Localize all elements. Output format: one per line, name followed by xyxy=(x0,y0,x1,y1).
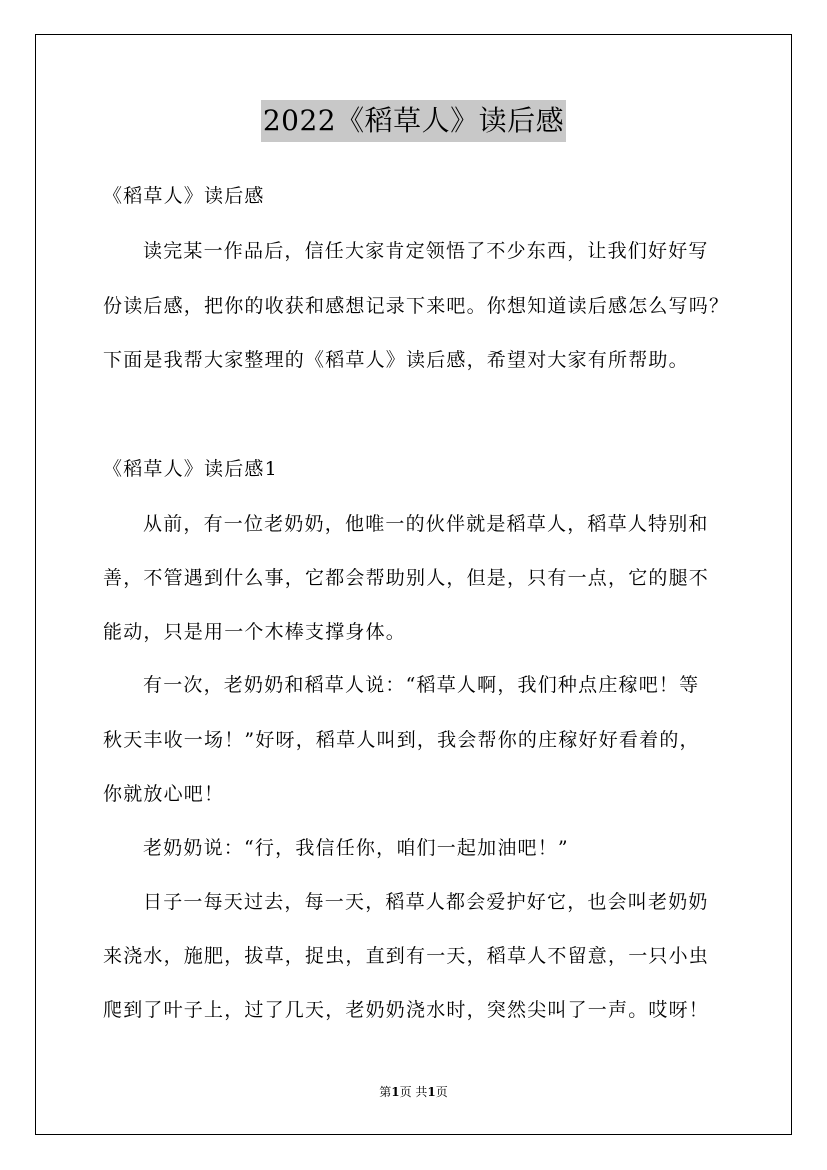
paragraph-1-line-3: 能动，只是用一个木棒支撑身体。 xyxy=(103,621,407,643)
paragraph-1-line-1: 从前，有一位老奶奶，他唯一的伙伴就是稻草人，稻草人特别和 xyxy=(143,513,709,535)
intro-line-3: 下面是我帮大家整理的《稻草人》读后感，希望对大家有所帮助。 xyxy=(103,349,689,371)
paragraph-2-line-2: 秋天丰收一场！”好呀，稻草人叫到，我会帮你的庄稼好好看着的， xyxy=(103,729,700,751)
paragraph-4-line-2: 来浇水，施肥，拔草，捉虫，直到有一天，稻草人不留意，一只小虫 xyxy=(103,945,710,967)
paragraph-4-line-3: 爬到了叶子上，过了几天，老奶奶浇水时，突然尖叫了一声。哎呀！ xyxy=(103,999,710,1021)
footer-total-suffix: 页 xyxy=(435,1085,448,1099)
title-container xyxy=(0,100,827,142)
footer-total-prefix: 共 xyxy=(415,1085,428,1099)
paragraph-3-line-1: 老奶奶说：“行，我信任你，咱们一起加油吧！” xyxy=(143,837,569,859)
page-footer xyxy=(0,1083,827,1100)
document-title: 2022《稻草人》读后感 xyxy=(261,100,566,142)
intro-line-1: 读完某一作品后，信任大家肯定领悟了不少东西，让我们好好写 xyxy=(143,240,709,262)
section-heading: 《稻草人》读后感1 xyxy=(103,458,278,480)
document-subtitle: 《稻草人》读后感 xyxy=(103,185,265,207)
paragraph-4-line-1: 日子一每天过去，每一天，稻草人都会爱护好它，也会叫老奶奶 xyxy=(143,891,709,913)
paragraph-1-line-2: 善，不管遇到什么事，它都会帮助别人，但是，只有一点，它的腿不 xyxy=(103,567,710,589)
footer-page-number: 1 xyxy=(391,1085,400,1099)
paragraph-2-line-3: 你就放心吧！ xyxy=(103,783,225,805)
footer-page-suffix: 页 xyxy=(399,1085,412,1099)
paragraph-2-line-1: 有一次，老奶奶和稻草人说：“稻草人啊，我们种点庄稼吧！等 xyxy=(143,674,700,696)
intro-line-2: 份读后感，把你的收获和感想记录下来吧。你想知道读后感怎么写吗？ xyxy=(103,295,730,317)
footer-page-prefix: 第 xyxy=(379,1085,392,1099)
footer-total-number: 1 xyxy=(427,1085,436,1099)
